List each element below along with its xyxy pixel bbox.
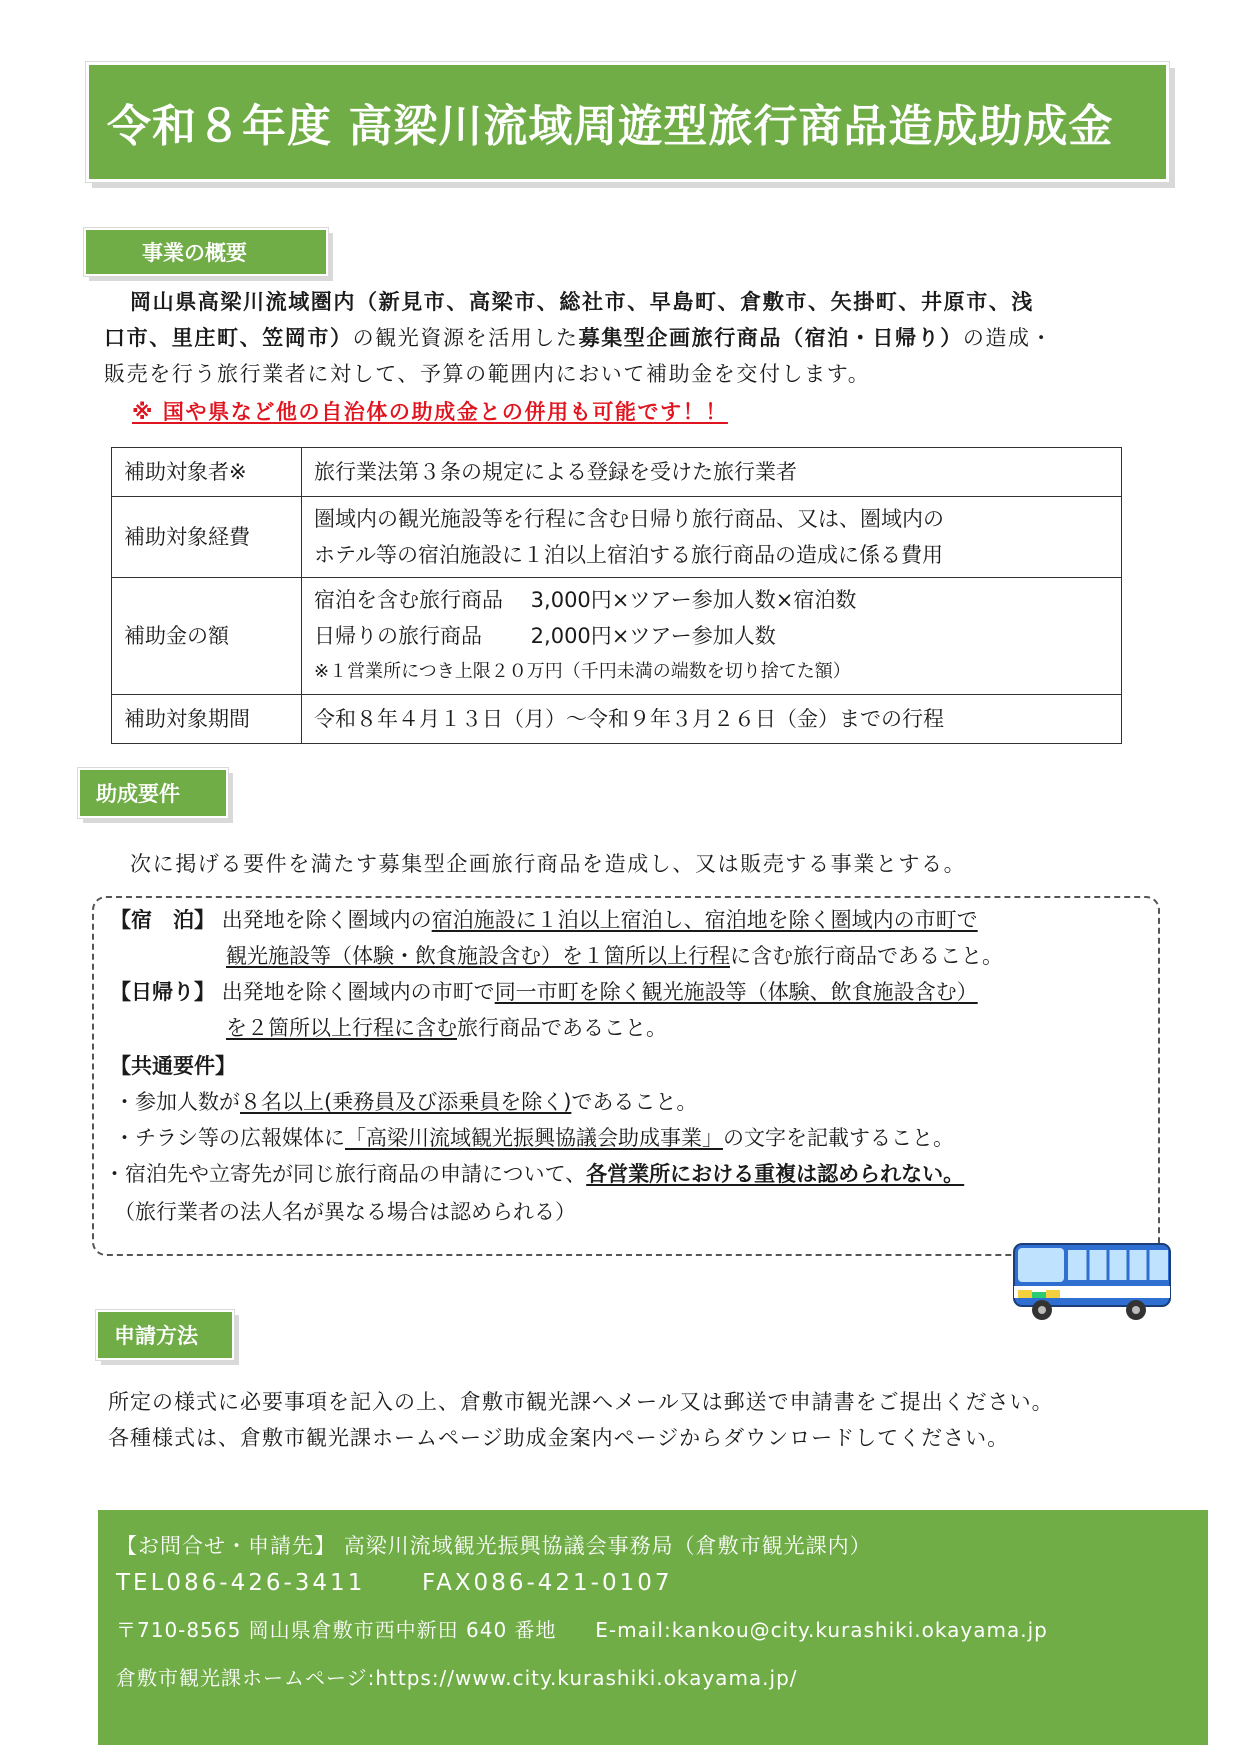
overview-line1 (130, 284, 1034, 320)
day-text-2b: 旅行商品であること。 (457, 1016, 667, 1040)
apply-line2 (108, 1420, 1009, 1456)
contact-line3 (116, 1614, 1048, 1643)
stay-text-2a: 観光施設等（体験・飲食施設含む）を１箇所以上行程 (226, 944, 730, 968)
day-line2 (226, 1010, 667, 1046)
section-heading-requirements (78, 768, 228, 818)
contact-homepage-link[interactable]: 倉敷市観光課ホームページ:https://www.city.kurashiki.okayama.jp/ (116, 1666, 798, 1690)
overview-line2 (104, 320, 1053, 356)
stay-label: 【宿 泊】 (110, 908, 215, 932)
contact-fax: FAX086-421-0107 (421, 1570, 673, 1596)
table-value (302, 497, 1122, 578)
contact-label: 【お問合せ・申請先】 (116, 1534, 336, 1558)
page-title: 令和８年度 高梁川流域周遊型旅行商品造成助成金 (107, 101, 1114, 152)
contact-line2 (116, 1570, 673, 1596)
subsidy-table (111, 447, 1122, 744)
table-row (112, 578, 1122, 695)
requirements-intro (130, 846, 966, 882)
apply-heading: 申請方法 (114, 1324, 198, 1348)
stay-line2 (226, 938, 1003, 974)
overview-heading: 事業の概要 (142, 241, 247, 265)
overview-text-2b: の観光資源を活用した (352, 326, 579, 350)
table-row (112, 448, 1122, 497)
day-text-2a: を２箇所以上行程に含む (226, 1016, 457, 1040)
overview-text-2d: の造成・ (962, 326, 1054, 350)
table-line: ホテル等の宿泊施設に１泊以上宿泊する旅行商品の造成に係る費用 (314, 543, 943, 567)
common-label-text: 【共通要件】 (110, 1054, 236, 1078)
day-label: 【日帰り】 (110, 980, 215, 1004)
section-heading-apply (96, 1310, 234, 1360)
table-note: ※１営業所につき上限２０万円（千円未満の端数を切り捨てた額） (314, 661, 851, 682)
table-label: 補助金の額 (112, 578, 302, 695)
common-3a: ・宿泊先や立寄先が同じ旅行商品の申請について、 (104, 1162, 587, 1186)
common-2c: の文字を記載すること。 (723, 1126, 954, 1150)
contact-line4 (116, 1662, 798, 1691)
bus-icon (1012, 1236, 1172, 1326)
common-1c: であること。 (571, 1090, 698, 1114)
table-row (112, 497, 1122, 578)
overview-note-text: ※ 国や県など他の自治体の助成金との併用も可能です！！ (132, 400, 728, 424)
day-text-1b: 同一市町を除く観光施設等（体験、飲食施設含む） (494, 980, 978, 1004)
contact-org: 高梁川流域観光振興協議会事務局（倉敷市観光課内） (343, 1534, 872, 1558)
common-3 (104, 1156, 964, 1192)
common-2b: 「高梁川流域観光振興協議会助成事業」 (345, 1126, 723, 1150)
stay-text-1b: 宿泊施設に１泊以上宿泊し、宿泊地を除く圏域内の市町で (431, 908, 978, 932)
overview-text-2c: 募集型企画旅行商品（宿泊・日帰り） (578, 326, 963, 350)
common-1a: ・参加人数が (114, 1090, 240, 1114)
stay-line1 (110, 902, 978, 938)
table-value (302, 448, 1122, 497)
day-text-1a: 出発地を除く圏域内の市町で (221, 980, 495, 1004)
common-1b: ８名以上(乗務員及び添乗員を除く) (240, 1090, 572, 1114)
table-value (302, 578, 1122, 695)
table-line: 宿泊を含む旅行商品 3,000円×ツアー参加人数×宿泊数 (314, 588, 857, 612)
bus-illustration (1012, 1236, 1172, 1326)
contact-email[interactable]: E-mail:kankou@city.kurashiki.okayama.jp (595, 1618, 1048, 1642)
overview-note (132, 394, 728, 430)
requirements-heading: 助成要件 (96, 782, 180, 806)
common-2a: ・チラシ等の広報媒体に (114, 1126, 345, 1150)
common-3b: 各営業所における重複は認められない。 (586, 1162, 965, 1186)
table-label: 補助対象期間 (112, 695, 302, 744)
common-1 (114, 1084, 697, 1120)
common-4-text: （旅行業者の法人名が異なる場合は認められる） (114, 1200, 576, 1224)
contact-line1 (116, 1530, 872, 1560)
contact-footer (98, 1510, 1208, 1745)
contact-address: 〒710-8565 岡山県倉敷市西中新田 640 番地 (116, 1618, 557, 1642)
table-line: 日帰りの旅行商品 2,000円×ツアー参加人数 (314, 624, 776, 648)
stay-text-1a: 出発地を除く圏域内の (221, 908, 432, 932)
common-4 (114, 1194, 576, 1230)
overview-text-3: 販売を行う旅行業者に対して、予算の範囲内において補助金を交付します。 (104, 362, 871, 386)
overview-line3 (104, 356, 870, 392)
table-line: 令和８年４月１３日（月）～令和９年３月２６日（金）までの行程 (314, 707, 944, 731)
common-label (110, 1048, 236, 1084)
day-line1 (110, 974, 978, 1010)
table-label: 補助対象経費 (112, 497, 302, 578)
stay-text-2b: に含む旅行商品であること。 (730, 944, 1003, 968)
common-2 (114, 1120, 954, 1156)
section-heading-overview (84, 228, 328, 276)
overview-text-1: 岡山県高梁川流域圏内（新見市、高梁市、総社市、早島町、倉敷市、矢掛町、井原市、浅 (130, 290, 1034, 314)
table-line: 圏域内の観光施設等を行程に含む日帰り旅行商品、又は、圏域内の (314, 507, 944, 531)
table-line: 旅行業法第３条の規定による登録を受けた旅行業者 (314, 460, 797, 484)
overview-text-2a: 口市、里庄町、笠岡市） (104, 326, 353, 350)
apply-text-2: 各種様式は、倉敷市観光課ホームページ助成金案内ページからダウンロードしてください。 (108, 1426, 1010, 1450)
apply-line1 (108, 1384, 1054, 1420)
apply-text-1: 所定の様式に必要事項を記入の上、倉敷市観光課へメール又は郵送で申請書をご提出ください。 (108, 1390, 1054, 1414)
table-value (302, 695, 1122, 744)
title-banner (86, 62, 1169, 182)
table-label: 補助対象者※ (112, 448, 302, 497)
requirements-intro-text: 次に掲げる要件を満たす募集型企画旅行商品を造成し、又は販売する事業とする。 (130, 852, 967, 876)
table-row (112, 695, 1122, 744)
contact-tel: TEL086-426-3411 (116, 1570, 366, 1596)
